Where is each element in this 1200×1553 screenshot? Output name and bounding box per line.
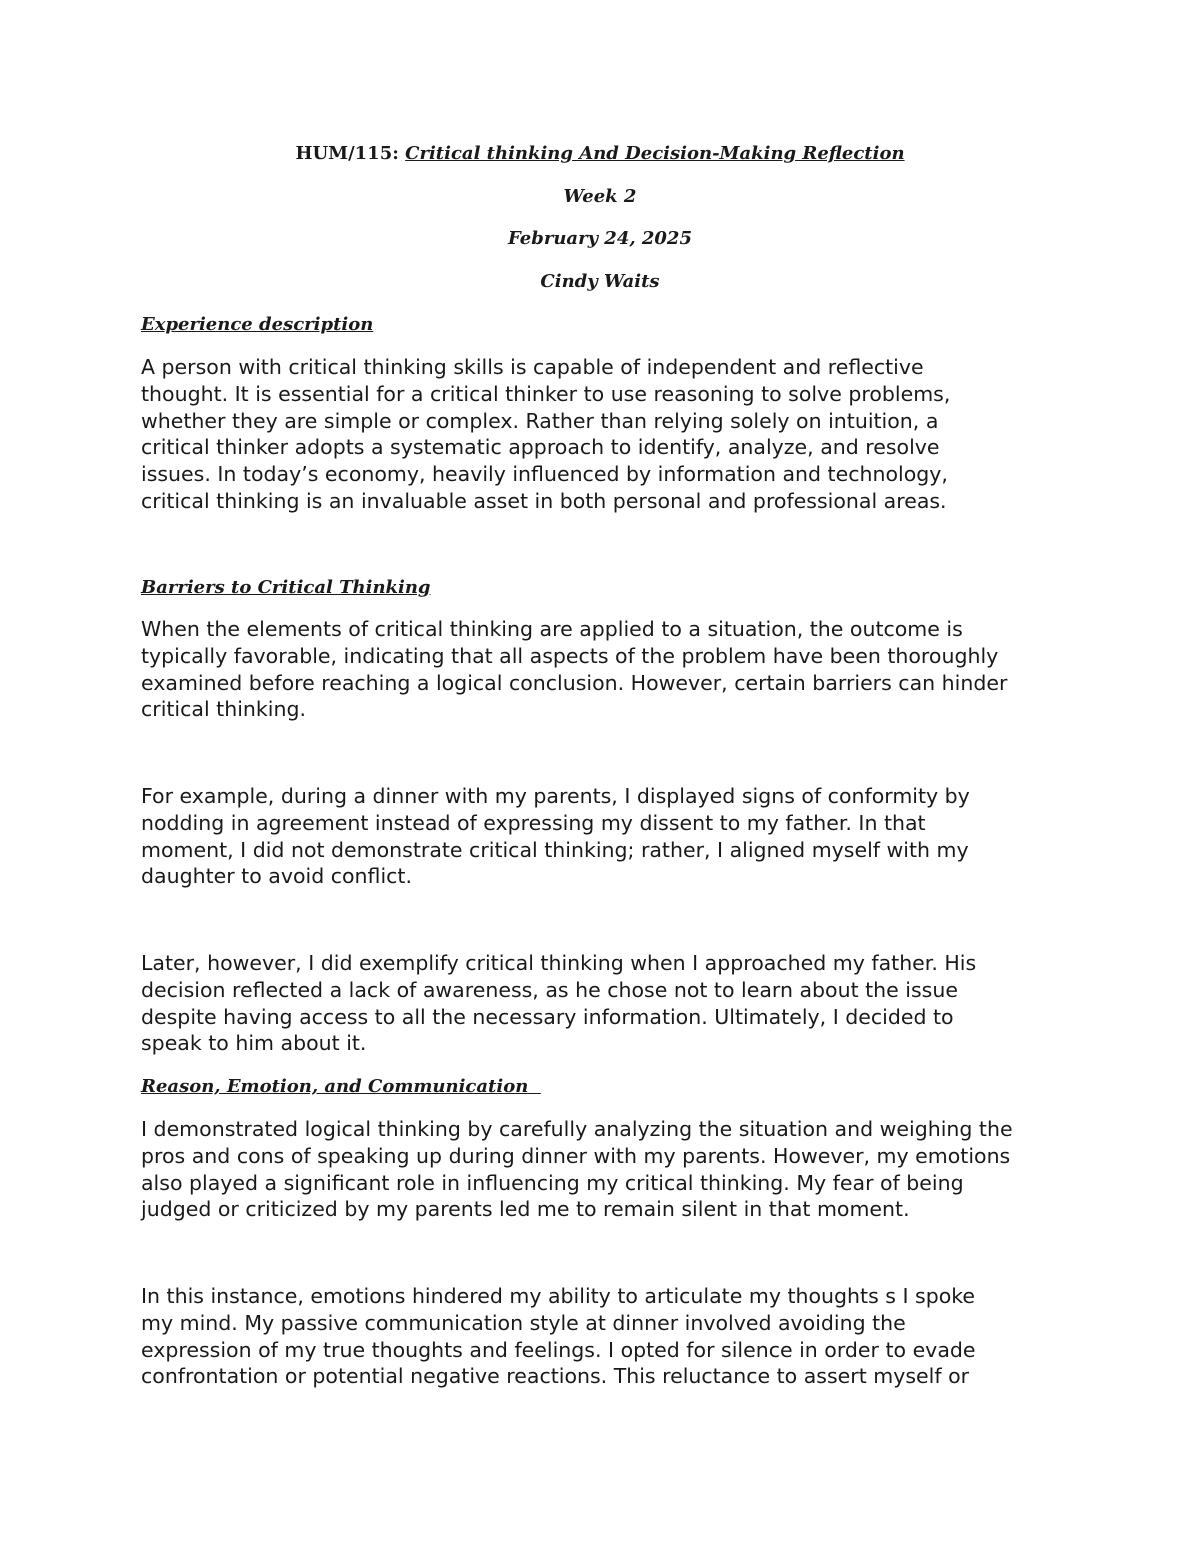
text-line: critical thinking. bbox=[141, 697, 306, 722]
text-line: A person with critical thinking skills is capable of independent and reflective bbox=[141, 355, 924, 379]
text-line: issues. In today’s economy, heavily influenced by information and technology, bbox=[141, 462, 948, 487]
text-line: critical thinker adopts a systematic approach to identify, analyze, and resolve bbox=[141, 435, 940, 460]
paragraph-experience-1 bbox=[141, 354, 1081, 515]
paragraph-reason-1 bbox=[141, 1116, 1081, 1223]
section-heading-reason: Reason, Emotion, and Communication bbox=[141, 1076, 541, 1097]
author-name: Cindy Waits bbox=[540, 271, 660, 292]
text-line: typically favorable, indicating that all aspects of the problem have been thoroughly bbox=[141, 643, 999, 668]
paragraph-barriers-2 bbox=[141, 783, 1081, 890]
paragraph-barriers-3 bbox=[141, 950, 1081, 1057]
text-line: For example, during a dinner with my parents, I displayed signs of conformity by bbox=[141, 784, 970, 808]
text-line: In this instance, emotions hindered my ability to articulate my thoughts s I spoke bbox=[141, 1284, 976, 1308]
text-line: judged or criticized by my parents led me to remain silent in that moment. bbox=[141, 1197, 910, 1222]
week-label: Week 2 bbox=[563, 186, 637, 207]
text-line: Later, however, I did exemplify critical thinking when I approached my father. His bbox=[141, 951, 977, 975]
course-title: Critical thinking And Decision-Making Reflection bbox=[405, 143, 905, 164]
text-line: critical thinking is an invaluable asset in both personal and professional areas. bbox=[141, 488, 947, 513]
text-line: pros and cons of speaking up during dinner with my parents. However, my emotions bbox=[141, 1143, 1011, 1168]
paragraph-reason-2 bbox=[141, 1283, 1081, 1390]
text-line: my mind. My passive communication style at dinner involved avoiding the bbox=[141, 1310, 906, 1335]
paragraph-barriers-1 bbox=[141, 616, 1081, 723]
text-line: confrontation or potential negative reactions. This reluctance to assert myself or bbox=[141, 1364, 970, 1389]
text-line: When the elements of critical thinking are applied to a situation, the outcome is bbox=[141, 617, 963, 641]
text-line: whether they are simple or complex. Rather than relying solely on intuition, a bbox=[141, 408, 939, 433]
date-label: February 24, 2025 bbox=[508, 228, 692, 249]
text-line: moment, I did not demonstrate critical thinking; rather, I aligned myself with my bbox=[141, 837, 969, 862]
text-line: daughter to avoid conflict. bbox=[141, 864, 412, 889]
text-line: decision reflected a lack of awareness, as he chose not to learn about the issue bbox=[141, 977, 958, 1002]
text-line: speak to him about it. bbox=[141, 1031, 367, 1056]
text-line: examined before reaching a logical conclusion. However, certain barriers can hinder bbox=[141, 670, 1008, 695]
document-title bbox=[0, 143, 1200, 165]
text-line: nodding in agreement instead of expressing my dissent to my father. In that bbox=[141, 810, 926, 835]
text-line: thought. It is essential for a critical thinker to use reasoning to solve problems, bbox=[141, 381, 951, 406]
course-code: HUM/115: bbox=[295, 143, 406, 164]
text-line: expression of my true thoughts and feelings. I opted for silence in order to evade bbox=[141, 1337, 976, 1362]
section-heading-experience: Experience description bbox=[141, 314, 374, 335]
text-line: also played a significant role in influencing my critical thinking. My fear of being bbox=[141, 1170, 964, 1195]
text-line: despite having access to all the necessary information. Ultimately, I decided to bbox=[141, 1004, 954, 1029]
section-heading-barriers: Barriers to Critical Thinking bbox=[141, 577, 431, 598]
text-line: I demonstrated logical thinking by carefully analyzing the situation and weighing the bbox=[141, 1117, 1013, 1141]
